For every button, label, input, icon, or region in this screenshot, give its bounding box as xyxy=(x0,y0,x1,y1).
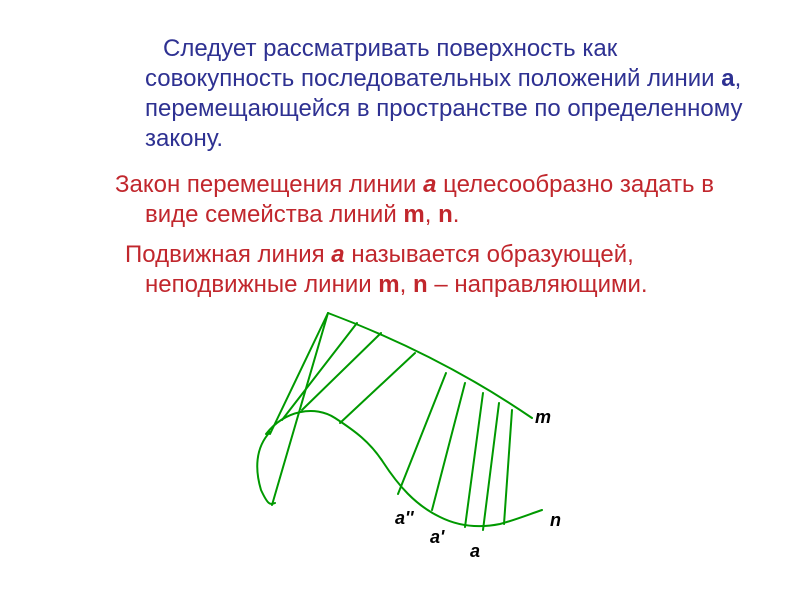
generatrix xyxy=(504,410,512,524)
generatrix xyxy=(432,383,465,510)
line-m-symbol: m xyxy=(378,271,400,298)
text-segment: , перемещающейся в пространстве по определенному закону. xyxy=(145,65,743,152)
line-n-symbol: n xyxy=(412,271,428,298)
text-segment: Следует рассматривать поверхность как совокупность последовательных положений линии xyxy=(145,35,722,92)
line-a-symbol: a xyxy=(721,65,735,92)
generatrix xyxy=(282,323,357,420)
line-n-symbol: n xyxy=(438,201,453,228)
generatrix xyxy=(398,373,446,494)
label-a: a xyxy=(470,541,481,561)
text-segment: , xyxy=(399,271,413,298)
line-m-symbol: m xyxy=(403,201,425,228)
text-segment: Подвижная линия xyxy=(125,241,332,268)
text-segment: называется образующей, неподвижные линии xyxy=(145,241,634,298)
label-m: m xyxy=(535,407,552,427)
text-segment: целесообразно задать в виде семейства линий xyxy=(145,171,714,228)
text-segment: , xyxy=(424,201,439,228)
text-segment: – направляющими. xyxy=(427,271,648,298)
label-n: n xyxy=(550,510,561,530)
line-a-symbol: a xyxy=(331,241,345,268)
label-a-double-prime: a'' xyxy=(395,508,414,528)
label-a-prime: a' xyxy=(430,527,445,547)
text-segment: . xyxy=(452,201,460,228)
directrix-m xyxy=(328,313,532,418)
text-segment: Закон перемещения линии xyxy=(115,171,424,198)
generatrix xyxy=(465,393,483,527)
line-a-symbol: a xyxy=(423,171,437,198)
generatrix xyxy=(272,313,328,505)
generatrix xyxy=(483,403,499,530)
generatrix xyxy=(340,353,415,423)
